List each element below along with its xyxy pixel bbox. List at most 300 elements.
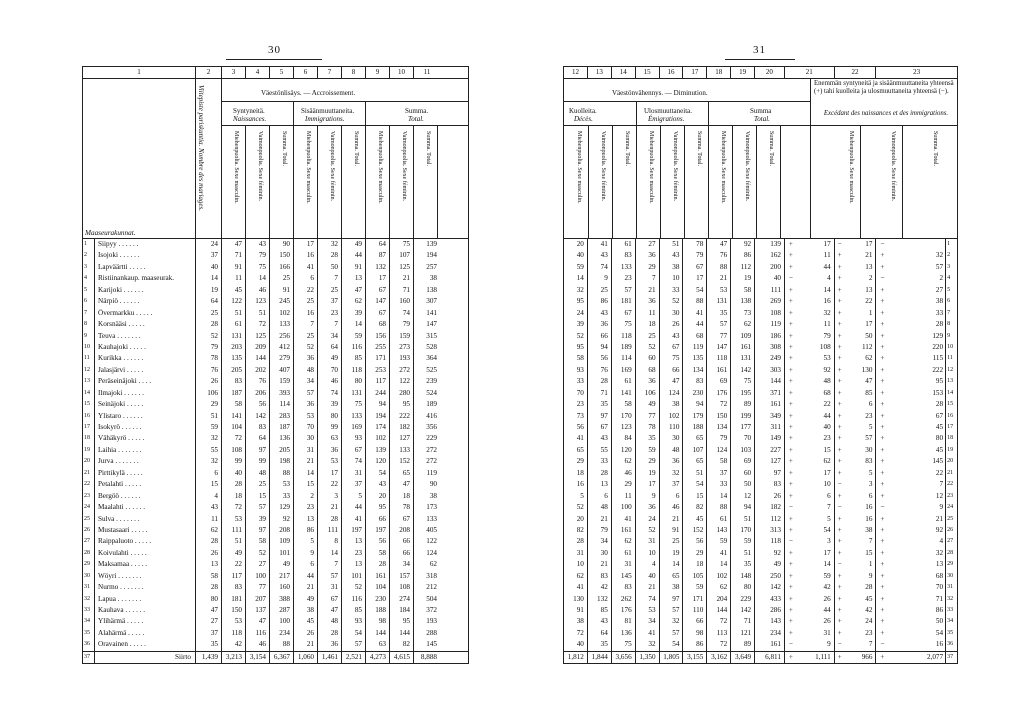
cell-value: 51: [222, 536, 246, 547]
cell-value: 1: [845, 559, 877, 570]
cell-value: 131: [342, 388, 366, 399]
cell-value: 31: [636, 536, 660, 547]
cell-value: 48: [246, 468, 270, 479]
cell-value: 72: [707, 616, 731, 627]
cell-value: 21: [660, 514, 684, 525]
row-index: 18: [83, 433, 95, 444]
page-number-right: 31: [753, 44, 766, 56]
cell-value: 51: [731, 548, 755, 559]
cell-value: 966: [845, 652, 877, 663]
cell-value: 27: [935, 285, 944, 294]
cell-value: 161: [755, 399, 785, 410]
cell-value: 28: [588, 468, 612, 479]
sign-cell: −: [837, 503, 842, 512]
row-index: 33: [83, 605, 95, 616]
sign-cell: +: [788, 617, 793, 626]
cell-value: 16: [294, 308, 318, 319]
cell-value: 34: [318, 331, 342, 342]
cell-value: 94: [366, 399, 390, 410]
cell-value: 17: [845, 239, 877, 250]
cell-value: 2,521: [342, 652, 366, 663]
right-column-numbers: [564, 67, 957, 79]
cell-value: 124: [426, 548, 437, 557]
table-row: [564, 239, 957, 250]
sign-cell: +: [788, 297, 793, 306]
colnum: 19: [731, 67, 755, 78]
cell-value: 287: [270, 605, 294, 616]
colnum: 4: [246, 67, 270, 78]
cell-value: 58: [222, 399, 246, 410]
cell-value: 52: [636, 525, 660, 536]
table-row: [83, 365, 468, 376]
cell-value: 157: [390, 571, 414, 582]
cell-value: 40: [755, 273, 785, 284]
cell-value: 32: [935, 251, 944, 260]
cell-value: 62: [612, 456, 636, 467]
row-index: 37: [945, 652, 957, 663]
colnum: 13: [588, 67, 612, 78]
cell-value: 52: [636, 342, 660, 353]
sign-cell: +: [837, 548, 842, 557]
cell-value: 23: [845, 411, 877, 422]
cell-value: 20: [564, 239, 588, 250]
cell-value: 47: [196, 605, 222, 616]
cell-value: 18: [683, 559, 707, 570]
cell-value: 38: [429, 491, 437, 500]
cell-value: 11: [612, 491, 636, 502]
cell-value: 131: [731, 353, 755, 364]
cell-value: 136: [612, 628, 636, 639]
cell-value: 35: [196, 639, 222, 650]
cell-value: 104: [222, 422, 246, 433]
cell-value: 14: [246, 273, 270, 284]
cell-value: 239: [426, 377, 437, 386]
cell-value: 3,162: [707, 652, 731, 663]
cell-value: 14: [294, 468, 318, 479]
cell-value: 68: [636, 365, 660, 376]
row-index: 35: [83, 628, 95, 639]
births-label-fr: Naissances.: [233, 115, 267, 123]
sign-cell: +: [880, 308, 885, 317]
cell-value: 94: [683, 399, 707, 410]
sub-label-female: Vaimonpuolia. Sexe féminin.: [257, 131, 263, 201]
sign-cell: +: [788, 514, 793, 523]
cell-value: 20: [564, 514, 588, 525]
sign-cell: +: [837, 285, 842, 294]
cell-value: 129: [932, 331, 944, 340]
cell-value: 43: [660, 331, 684, 342]
cell-value: 44: [342, 250, 366, 261]
cell-value: 17: [366, 273, 390, 284]
cell-value: 54: [683, 479, 707, 490]
cell-value: 162: [755, 250, 785, 261]
cell-value: 4,615: [390, 652, 414, 663]
cell-value: 92: [935, 525, 944, 534]
cell-value: 62: [564, 571, 588, 582]
cell-value: 76: [246, 376, 270, 387]
sign-cell: +: [837, 297, 842, 306]
parish-name: Lapua . . . . . . .: [95, 594, 196, 605]
cell-value: 84: [612, 433, 636, 444]
row-index: 8: [83, 319, 95, 330]
cell-value: 25: [660, 536, 684, 547]
cell-value: 244: [366, 388, 390, 399]
cell-value: 303: [755, 365, 785, 376]
cell-value: 150: [707, 411, 731, 422]
cell-value: 108: [755, 308, 785, 319]
cell-value: 15: [797, 445, 835, 456]
sign-cell: +: [788, 400, 793, 409]
cell-value: 67: [390, 514, 414, 525]
row-index: 5: [83, 285, 95, 296]
cell-value: 62: [731, 319, 755, 330]
cell-value: 135: [222, 353, 246, 364]
cell-value: 26: [797, 616, 835, 627]
cell-value: 38: [660, 582, 684, 593]
cell-value: 142: [731, 365, 755, 376]
cell-value: 13: [342, 559, 366, 570]
row-index: 31: [83, 582, 95, 593]
cell-value: 35: [731, 559, 755, 570]
cell-value: 64: [196, 296, 222, 307]
cell-value: 97: [755, 468, 785, 479]
cell-value: 56: [564, 422, 588, 433]
cell-value: 17: [294, 239, 318, 250]
cell-value: 364: [426, 354, 437, 363]
cell-value: 56: [366, 536, 390, 547]
sign-cell: +: [837, 411, 842, 420]
row-index: 37: [83, 652, 95, 663]
cell-value: 30: [845, 445, 877, 456]
cell-value: 67: [588, 422, 612, 433]
sign-cell: +: [837, 262, 842, 271]
sign-cell: −: [837, 640, 842, 649]
cell-value: 524: [426, 388, 437, 397]
cell-value: 58: [612, 399, 636, 410]
cell-value: 78: [196, 353, 222, 364]
sub-label-female: Vaimonpuolia. Sexe féminin.: [672, 131, 678, 201]
cell-value: 23: [845, 628, 877, 639]
cell-value: 143: [755, 616, 785, 627]
cell-value: 28: [318, 514, 342, 525]
cell-value: 72: [707, 399, 731, 410]
cell-value: 20: [366, 491, 390, 502]
cell-value: 5: [564, 491, 588, 502]
row-index: 21: [945, 468, 957, 479]
cell-value: 141: [426, 308, 437, 317]
cell-value: 51: [246, 308, 270, 319]
cell-value: 75: [612, 319, 636, 330]
cell-value: 3,213: [222, 652, 246, 663]
table-row: [564, 536, 957, 547]
sign-cell: +: [880, 606, 885, 614]
cell-value: 24: [564, 308, 588, 319]
sub-label-male: Miehenpuolia. Sexe masculin.: [848, 131, 854, 204]
cell-value: 36: [636, 296, 660, 307]
table-row: [564, 605, 957, 616]
sign-cell: +: [837, 617, 842, 626]
row-index: 20: [945, 456, 957, 467]
sign-cell: +: [880, 457, 885, 466]
cell-value: 38: [660, 399, 684, 410]
cell-value: 75: [612, 639, 636, 650]
cell-value: 83: [222, 376, 246, 387]
cell-value: 76: [588, 365, 612, 376]
sign-cell: +: [880, 583, 885, 592]
cell-value: 29: [683, 548, 707, 559]
table-row: [564, 628, 957, 639]
cell-value: 28: [366, 559, 390, 570]
cell-value: 17: [797, 548, 835, 559]
sign-cell: +: [788, 491, 793, 500]
cell-value: 139: [366, 445, 390, 456]
cell-value: 10: [636, 548, 660, 559]
row-index: 19: [83, 445, 95, 456]
cell-value: 70: [731, 433, 755, 444]
sign-cell: −: [880, 503, 885, 512]
parish-name: Ristiinankaup. maaseurak.: [95, 273, 196, 284]
cell-value: 152: [683, 525, 707, 536]
table-row: [564, 594, 957, 605]
cell-value: 118: [342, 365, 366, 376]
cell-value: 44: [294, 571, 318, 582]
table-row: [83, 628, 468, 639]
cell-value: 229: [426, 434, 437, 443]
cell-value: 94: [731, 502, 755, 513]
cell-value: 25: [294, 331, 318, 342]
emig-label-fr: Émigrations.: [648, 115, 685, 123]
cell-value: 49: [270, 559, 294, 570]
table-row: [83, 262, 468, 273]
sign-cell: +: [788, 388, 793, 397]
births-label: Syntyneitä.: [233, 107, 265, 115]
cell-value: 65: [564, 445, 588, 456]
cell-value: 504: [426, 594, 437, 603]
parish-name: Alahärmä . . . . .: [95, 628, 196, 639]
cell-value: 161: [707, 365, 731, 376]
sub-label-total: Summa. Total.: [281, 131, 287, 166]
cell-value: 45: [935, 445, 944, 454]
page-number-rule-right: [725, 59, 795, 60]
cell-value: 44: [683, 319, 707, 330]
cell-value: 194: [426, 251, 437, 260]
cell-value: 57: [935, 262, 944, 271]
sub-label-female: Vaimonpuolia. Sexe féminin.: [744, 131, 750, 201]
parish-name: Jalasjärvi . . . . .: [95, 365, 196, 376]
cell-value: 141: [222, 411, 246, 422]
colnum: 1: [83, 67, 196, 78]
cell-value: 59: [342, 331, 366, 342]
cell-value: 7: [318, 559, 342, 570]
cell-value: 83: [588, 571, 612, 582]
cell-value: 31: [564, 548, 588, 559]
cell-value: 33: [707, 479, 731, 490]
sign-cell: +: [837, 457, 842, 466]
table-row: [564, 365, 957, 376]
table-row: [564, 445, 957, 456]
table-row: [564, 502, 957, 513]
cell-value: 229: [731, 594, 755, 605]
cell-value: 43: [588, 250, 612, 261]
sign-cell: −: [837, 480, 842, 489]
cell-value: 133: [426, 514, 437, 523]
cell-value: 98: [366, 616, 390, 627]
cell-value: 45: [845, 594, 877, 605]
cell-value: 131: [222, 331, 246, 342]
cell-value: 115: [932, 354, 944, 363]
cell-value: 75: [390, 239, 414, 250]
cell-value: 116: [246, 628, 270, 639]
table-row: [564, 296, 957, 307]
cell-value: 182: [755, 502, 785, 513]
sign-cell: +: [837, 606, 842, 614]
table-row: [564, 639, 957, 650]
cell-value: 45: [222, 285, 246, 296]
cell-value: 62: [797, 456, 835, 467]
cell-value: 46: [612, 468, 636, 479]
colnum: 5: [270, 67, 294, 78]
cell-value: 97: [588, 411, 612, 422]
cell-value: 67: [342, 445, 366, 456]
cell-value: 93: [342, 433, 366, 444]
cell-value: 230: [683, 388, 707, 399]
cell-value: 80: [196, 594, 222, 605]
cell-value: 90: [429, 480, 437, 489]
sign-cell: +: [788, 411, 793, 420]
cell-value: 142: [755, 582, 785, 593]
cell-value: 161: [755, 639, 785, 650]
cell-value: 52: [342, 582, 366, 593]
cell-value: 187: [222, 388, 246, 399]
cell-value: 122: [390, 376, 414, 387]
cell-value: 78: [390, 502, 414, 513]
colnum: 6: [294, 67, 318, 78]
cell-value: 53: [318, 456, 342, 467]
row-index: 22: [83, 479, 95, 490]
cell-value: 1: [845, 308, 877, 319]
parish-name: Maksamaa . . . . .: [95, 559, 196, 570]
cell-value: 19: [196, 285, 222, 296]
cell-value: 47: [845, 376, 877, 387]
cell-value: 88: [270, 639, 294, 650]
cell-value: 99: [318, 422, 342, 433]
cell-value: 405: [426, 525, 437, 534]
cell-value: 203: [222, 342, 246, 353]
cell-value: 150: [270, 250, 294, 261]
cell-value: 144: [366, 628, 390, 639]
row-index: 14: [83, 388, 95, 399]
cell-value: 74: [342, 456, 366, 467]
cell-value: 200: [755, 262, 785, 273]
cell-value: 9: [588, 273, 612, 284]
sign-cell: −: [788, 503, 793, 512]
parish-name: Ilmajoki . . . . . .: [95, 388, 196, 399]
total-label: Summa.: [405, 107, 429, 115]
cell-value: 92: [270, 514, 294, 525]
cell-value: 5: [342, 491, 366, 502]
sign-cell: +: [788, 262, 793, 271]
cell-value: 184: [390, 605, 414, 616]
cell-value: 51: [731, 514, 755, 525]
sign-cell: +: [880, 251, 885, 260]
cell-value: 255: [366, 342, 390, 353]
sign-cell: +: [880, 514, 885, 523]
cell-value: 70: [318, 365, 342, 376]
sign-cell: +: [880, 423, 885, 431]
cell-value: 65: [660, 571, 684, 582]
sign-cell: +: [788, 652, 793, 661]
parish-name: Kauhajoki . . . . .: [95, 342, 196, 353]
cell-value: 170: [612, 411, 636, 422]
cell-value: 47: [660, 376, 684, 387]
cell-value: 91: [270, 285, 294, 296]
cell-value: 208: [270, 525, 294, 536]
cell-value: 132: [588, 594, 612, 605]
parish-name: Karijoki . . . . . .: [95, 285, 196, 296]
cell-value: 51: [683, 468, 707, 479]
parish-name: Pirttikylä . . . . .: [95, 468, 196, 479]
row-index: 14: [945, 388, 957, 399]
table-row: [564, 262, 957, 273]
cell-value: 13: [935, 560, 944, 569]
sign-cell: −: [788, 274, 793, 283]
row-index: 9: [945, 331, 957, 342]
cell-value: 222: [390, 411, 414, 422]
cell-value: 67: [366, 285, 390, 296]
cell-value: 52: [246, 548, 270, 559]
sign-cell: +: [880, 445, 885, 454]
cell-value: 44: [342, 502, 366, 513]
table-row: [83, 605, 468, 616]
cell-value: 71: [588, 388, 612, 399]
colnum: 3: [222, 67, 246, 78]
cell-value: 3,649: [731, 652, 755, 663]
cell-value: 60: [636, 353, 660, 364]
cell-value: 102: [707, 571, 731, 582]
table-row: [83, 582, 468, 593]
table-row: [564, 273, 957, 284]
row-index: 21: [83, 468, 95, 479]
cell-value: 29: [564, 456, 588, 467]
cell-value: 4: [636, 559, 660, 570]
table-row: [83, 514, 468, 525]
cell-value: 3,656: [612, 652, 636, 663]
cell-value: 86: [731, 250, 755, 261]
cell-value: 66: [660, 365, 684, 376]
cell-value: 11: [196, 514, 222, 525]
cell-value: 97: [660, 594, 684, 605]
cell-value: 28: [318, 250, 342, 261]
table-row: [83, 445, 468, 456]
cell-value: 86: [294, 525, 318, 536]
row-index: 19: [945, 445, 957, 456]
cell-value: 160: [390, 296, 414, 307]
page-number-rule-left: [226, 59, 322, 60]
cell-value: 74: [318, 388, 342, 399]
cell-value: 26: [196, 376, 222, 387]
cell-value: 6: [294, 559, 318, 570]
cell-value: 119: [683, 342, 707, 353]
cell-value: 47: [318, 605, 342, 616]
cell-value: 79: [246, 250, 270, 261]
row-index: 36: [945, 639, 957, 650]
cell-value: 43: [588, 308, 612, 319]
cell-value: 257: [426, 262, 437, 271]
cell-value: 59: [683, 582, 707, 593]
sign-cell: +: [880, 365, 885, 374]
cell-value: 130: [845, 365, 877, 376]
cell-value: 32: [797, 308, 835, 319]
